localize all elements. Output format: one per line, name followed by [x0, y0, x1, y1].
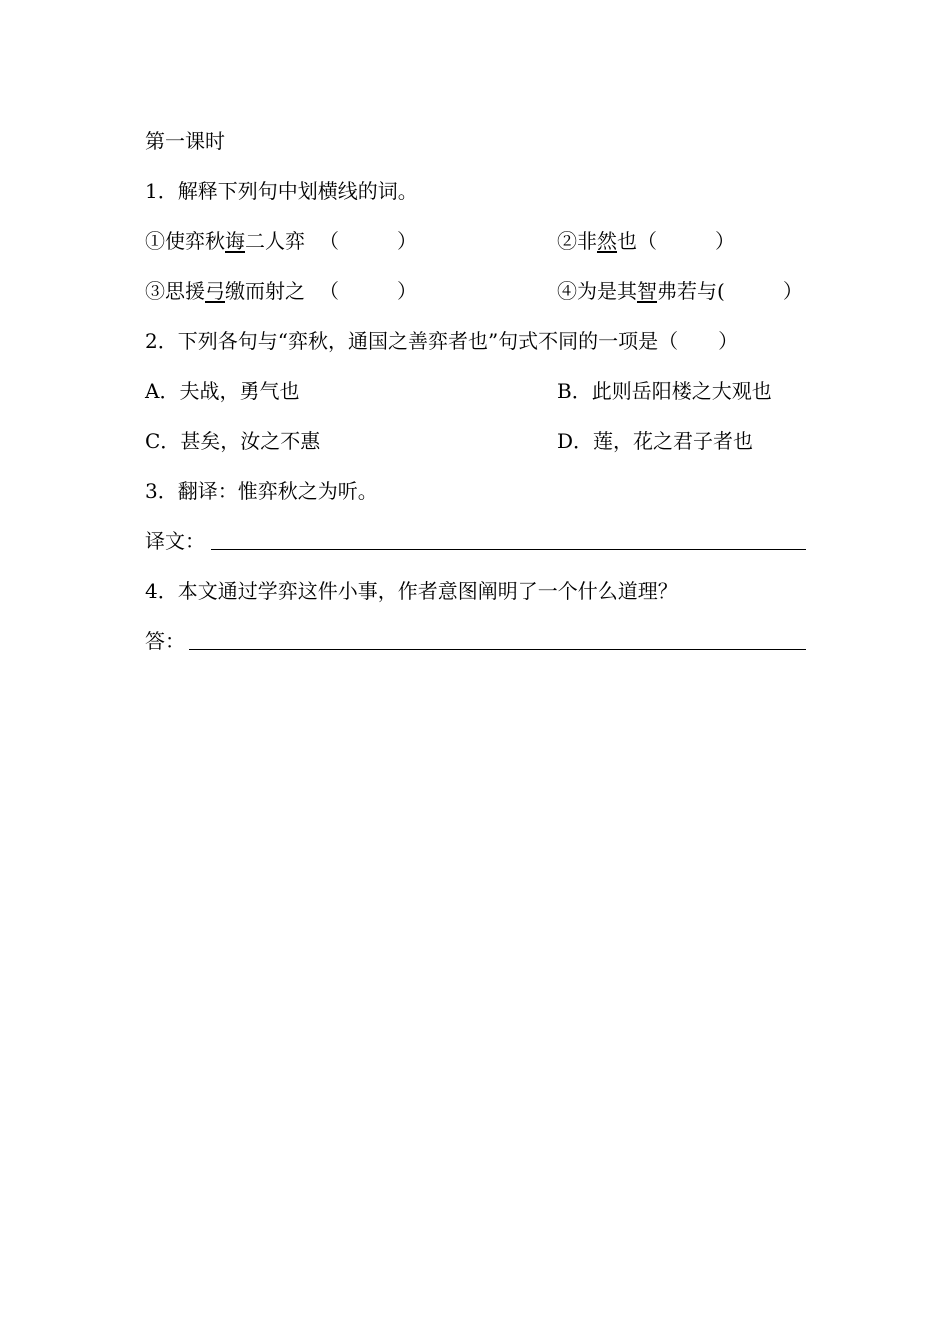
q1-item-4: [557, 278, 803, 304]
q3-answer-line[interactable]: [211, 549, 806, 550]
q1-item-1-underlined-word: 诲: [225, 229, 245, 253]
q1-item-4-close-paren: ）: [782, 279, 803, 303]
q1-item-4-underlined-word: 智: [637, 279, 657, 303]
q2-option-d[interactable]: [557, 428, 753, 454]
q1-item-1-pre: ①使弈秋: [145, 229, 225, 253]
q1-item-3-underlined-word: 弓: [205, 279, 225, 303]
q1-item-2-post: 也: [617, 229, 637, 253]
q2-option-c-text: 甚矣，汝之不惠: [180, 429, 321, 453]
question-3-prompt: 3．翻译：惟弈秋之为听。: [145, 479, 378, 503]
question-1-prompt: 1．解释下列句中划横线的词。: [145, 179, 418, 203]
q1-item-4-pre: ④为是其: [557, 279, 637, 303]
q1-item-2-close-paren: ）: [715, 229, 735, 253]
q1-item-1-post: 二人弈: [245, 229, 305, 253]
q1-item-3-close-paren: ）: [397, 279, 417, 303]
q2-option-c[interactable]: [145, 428, 320, 454]
q1-item-1-open-paren: （: [319, 229, 339, 253]
q1-item-4-post: 弗若与: [657, 279, 717, 303]
q1-item-2-pre: ②非: [557, 229, 597, 253]
question-4-prompt: 4．本文通过学弈这件小事，作者意图阐明了一个什么道理？: [145, 579, 678, 603]
q4-answer-line[interactable]: [189, 649, 806, 650]
q2-option-b[interactable]: [557, 378, 772, 404]
q2-option-a-label: A．: [145, 379, 180, 403]
q1-item-3-post: 缴而射之: [225, 279, 305, 303]
q3-answer-label: 译文：: [145, 529, 205, 553]
q1-item-3: [145, 278, 417, 304]
lesson-title: 第一课时: [145, 129, 225, 153]
q1-item-3-pre: ③思援: [145, 279, 205, 303]
q1-item-1: [145, 228, 417, 254]
q2-option-c-label: C．: [145, 429, 181, 453]
q1-item-4-open-paren: (: [717, 279, 725, 303]
q2-option-d-text: 莲，花之君子者也: [593, 429, 754, 453]
q2-option-a[interactable]: [145, 378, 299, 404]
q1-item-2-open-paren: （: [637, 229, 657, 253]
q4-answer-label: 答：: [145, 629, 185, 653]
q2-option-b-label: B．: [557, 379, 592, 403]
q2-option-b-text: 此则岳阳楼之大观也: [591, 379, 772, 403]
q2-option-a-text: 夫战，勇气也: [179, 379, 300, 403]
q1-item-1-close-paren: ）: [397, 229, 417, 253]
q1-item-2: [557, 228, 735, 254]
q1-item-3-open-paren: （: [319, 279, 339, 303]
q1-item-2-underlined-word: 然: [597, 229, 617, 253]
q2-option-d-label: D．: [557, 429, 594, 453]
question-2-prompt: 2．下列各句与“弈秋，通国之善弈者也”句式不同的一项是（ ）: [145, 329, 739, 353]
